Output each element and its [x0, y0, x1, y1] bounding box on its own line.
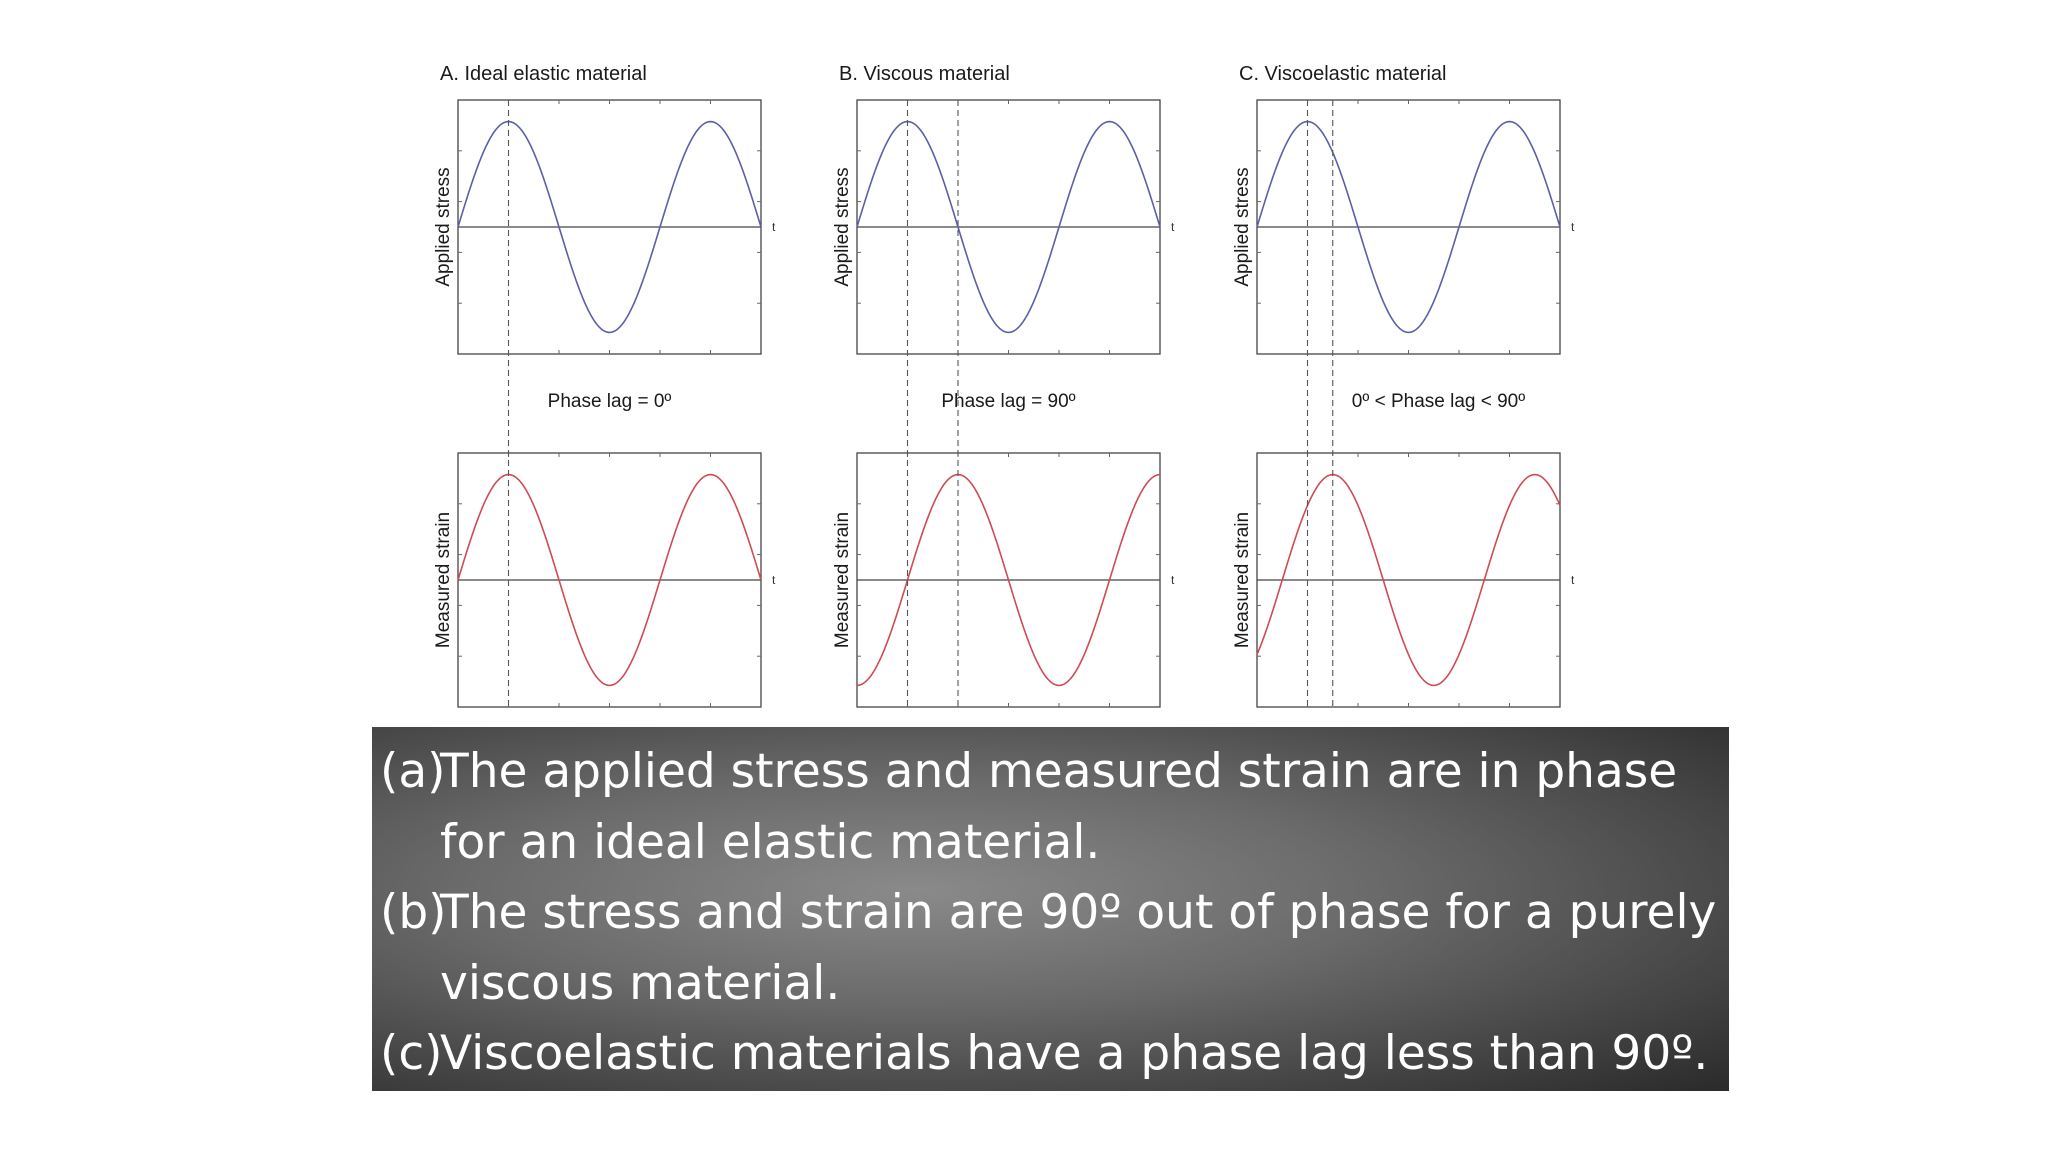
caption-marker-b: (b) — [380, 885, 447, 940]
panel-title: C. Viscoelastic material — [1239, 63, 1447, 85]
stress-y-axis-label: Applied stress — [832, 167, 853, 287]
panel-title: B. Viscous material — [839, 63, 1010, 85]
caption-line-c — [380, 1019, 1729, 1090]
caption-marker-a: (a) — [380, 744, 446, 799]
strain-y-axis-label: Measured strain — [1232, 511, 1253, 649]
caption-text-a-1: The applied stress and measured strain are in phase — [440, 744, 1678, 799]
stress-x-axis-label: t — [1171, 220, 1175, 234]
caption-line-b-cont — [380, 949, 1729, 1020]
caption-line-a — [380, 737, 1729, 808]
chart-panel-2 — [832, 63, 1175, 707]
caption-marker-c: (c) — [380, 1026, 443, 1081]
chart-panel-3 — [1232, 63, 1575, 707]
caption-line-b — [380, 878, 1729, 949]
phase-lag-label: Phase lag = 0º — [547, 391, 672, 412]
strain-x-axis-label: t — [772, 573, 776, 587]
caption-line-a-cont — [380, 808, 1729, 879]
strain-y-axis-label: Measured strain — [433, 511, 454, 649]
stress-y-axis-label: Applied stress — [1232, 167, 1253, 287]
phase-lag-label: 0º < Phase lag < 90º — [1351, 391, 1526, 412]
strain-y-axis-label: Measured strain — [832, 511, 853, 649]
chart-panel-1 — [433, 63, 776, 707]
stress-x-axis-label: t — [1571, 220, 1575, 234]
phase-lag-label: Phase lag = 90º — [941, 391, 1076, 412]
caption-text-c-1: Viscoelastic materials have a phase lag less than 90º. — [440, 1026, 1709, 1081]
caption-text-b-1: The stress and strain are 90º out of phase for a purely — [440, 885, 1717, 940]
caption-text-b-2: viscous material. — [440, 955, 841, 1011]
strain-x-axis-label: t — [1571, 573, 1575, 587]
caption-box — [372, 727, 1729, 1091]
stress-y-axis-label: Applied stress — [433, 167, 454, 287]
strain-x-axis-label: t — [1171, 573, 1175, 587]
panel-title: A. Ideal elastic material — [440, 63, 647, 85]
caption-text-a-2: for an ideal elastic material. — [440, 814, 1101, 870]
stress-x-axis-label: t — [772, 220, 776, 234]
